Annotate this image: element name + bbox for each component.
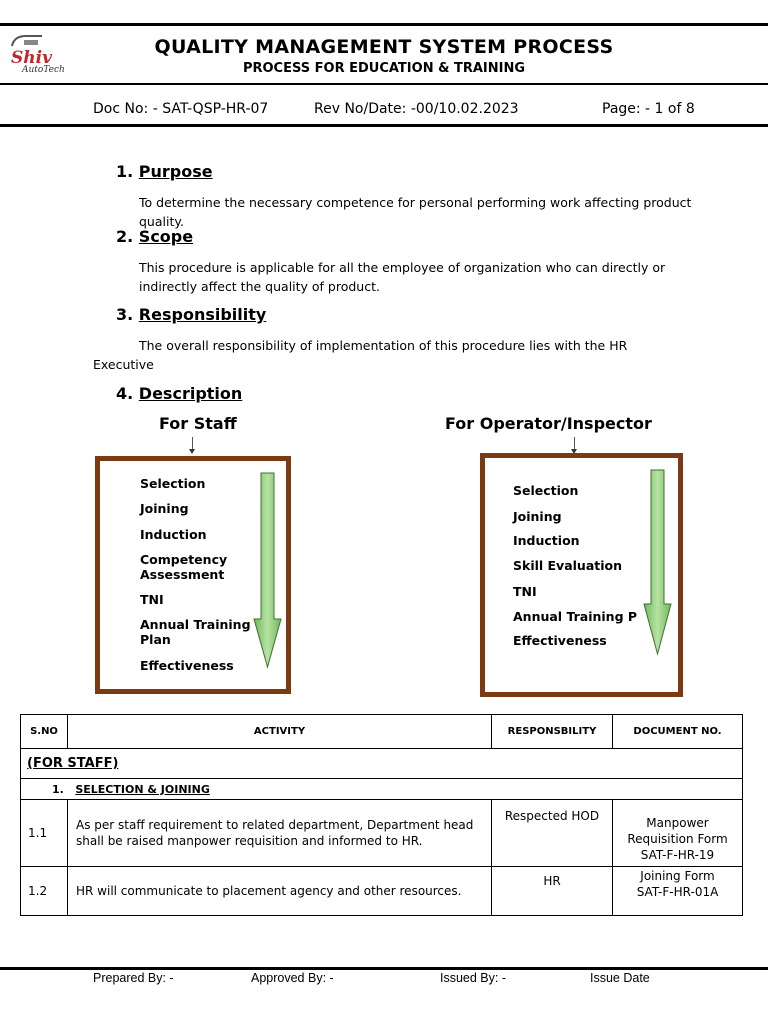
section-purpose-heading bbox=[116, 162, 213, 181]
responsibility-text-line1: The overall responsibility of implementation of this procedure lies with the HR bbox=[139, 338, 628, 353]
header-document: DOCUMENT NO. bbox=[613, 715, 743, 749]
table-row bbox=[21, 800, 743, 867]
header-activity: ACTIVITY bbox=[68, 715, 492, 749]
staff-flow-box bbox=[95, 456, 291, 694]
document-line: Requisition Form bbox=[627, 831, 728, 846]
operator-step: Selection bbox=[513, 483, 579, 498]
section-number: 4. bbox=[116, 384, 134, 403]
row-activity: HR will communicate to placement agency and other resources. bbox=[68, 867, 492, 916]
row-activity: As per staff requirement to related department, Department head shall be raised manpower requisition and informed to HR. bbox=[68, 800, 492, 867]
scope-text: This procedure is applicable for all the employee of organization who can directly or indirectly affect the quality of product. bbox=[139, 260, 666, 294]
section-description-heading bbox=[116, 384, 242, 403]
row-document bbox=[613, 800, 743, 867]
revision-date: Rev No/Date: -00/10.02.2023 bbox=[314, 101, 519, 117]
table-header-row bbox=[21, 715, 743, 749]
staff-flow-title: For Staff bbox=[159, 414, 237, 433]
operator-step: Annual Training P bbox=[513, 609, 638, 624]
header-sno: S.NO bbox=[21, 715, 68, 749]
header-bottom-rule bbox=[0, 124, 768, 127]
operator-flow-title: For Operator/Inspector bbox=[445, 414, 652, 433]
logo-text: Shiv bbox=[11, 48, 52, 68]
section-number: 3. bbox=[116, 305, 134, 324]
operator-step: Effectiveness bbox=[513, 633, 607, 648]
header-top-rule bbox=[0, 23, 768, 26]
staff-step: Effectiveness bbox=[140, 658, 234, 673]
subsection-label bbox=[21, 779, 743, 800]
document-line: SAT-F-HR-01A bbox=[636, 885, 719, 899]
table-row bbox=[21, 867, 743, 916]
subsection-number: 1. bbox=[52, 782, 64, 796]
page-number: Page: - 1 of 8 bbox=[602, 101, 695, 117]
table-group-row bbox=[21, 749, 743, 779]
section-number: 2. bbox=[116, 227, 134, 246]
row-document bbox=[613, 867, 743, 916]
operator-step: Joining bbox=[513, 509, 562, 524]
staff-step: Selection bbox=[140, 476, 206, 491]
operator-step: Skill Evaluation bbox=[513, 558, 623, 573]
document-line: Manpower bbox=[646, 815, 709, 830]
header-mid-rule bbox=[0, 83, 768, 85]
issue-date: Issue Date bbox=[590, 971, 650, 985]
operator-step: Induction bbox=[513, 533, 580, 548]
row-responsibility: HR bbox=[492, 867, 613, 916]
section-title: Purpose bbox=[138, 162, 213, 181]
document-title: QUALITY MANAGEMENT SYSTEM PROCESS bbox=[154, 36, 614, 58]
staff-step: Annual Training Plan bbox=[140, 617, 251, 647]
footer-rule bbox=[0, 967, 768, 970]
section-title: Description bbox=[138, 384, 243, 403]
row-sno: 1.1 bbox=[21, 800, 68, 867]
purpose-text: To determine the necessary competence for personal performing work affecting product quality. bbox=[139, 195, 692, 229]
staff-down-arrow-icon bbox=[250, 471, 284, 671]
activity-table bbox=[20, 714, 743, 916]
section-title: Responsibility bbox=[138, 305, 267, 324]
staff-step: Joining bbox=[140, 501, 189, 516]
approved-by: Approved By: - bbox=[251, 971, 334, 985]
operator-flow-box bbox=[480, 453, 683, 697]
section-title: Scope bbox=[138, 227, 194, 246]
document-line: SAT-F-HR-19 bbox=[640, 847, 715, 862]
logo-subtext: AutoTech bbox=[22, 65, 65, 75]
row-responsibility: Respected HOD bbox=[492, 800, 613, 867]
section-number: 1. bbox=[116, 162, 134, 181]
issued-by: Issued By: - bbox=[440, 971, 506, 985]
table-subsection-row bbox=[21, 779, 743, 800]
section-scope-heading bbox=[116, 227, 193, 246]
operator-down-arrow-icon bbox=[640, 468, 674, 658]
staff-pointer-arrow-icon bbox=[192, 437, 193, 450]
row-sno: 1.2 bbox=[21, 867, 68, 916]
document-subtitle: PROCESS FOR EDUCATION & TRAINING bbox=[242, 61, 526, 76]
operator-step: TNI bbox=[513, 584, 537, 599]
document-line: Joining Form bbox=[640, 869, 715, 883]
section-responsibility-heading bbox=[116, 305, 266, 324]
staff-step: Induction bbox=[140, 527, 207, 542]
header-responsibility: RESPONSBILITY bbox=[492, 715, 613, 749]
responsibility-text-line2: Executive bbox=[93, 357, 154, 372]
staff-step: Competency Assessment bbox=[140, 552, 228, 582]
prepared-by: Prepared By: - bbox=[93, 971, 174, 985]
operator-pointer-arrow-icon bbox=[574, 437, 575, 450]
staff-step: TNI bbox=[140, 592, 164, 607]
doc-number: Doc No: - SAT-QSP-HR-07 bbox=[93, 101, 269, 117]
subsection-title: SELECTION & JOINING bbox=[75, 782, 210, 796]
group-label: (FOR STAFF) bbox=[21, 749, 743, 779]
